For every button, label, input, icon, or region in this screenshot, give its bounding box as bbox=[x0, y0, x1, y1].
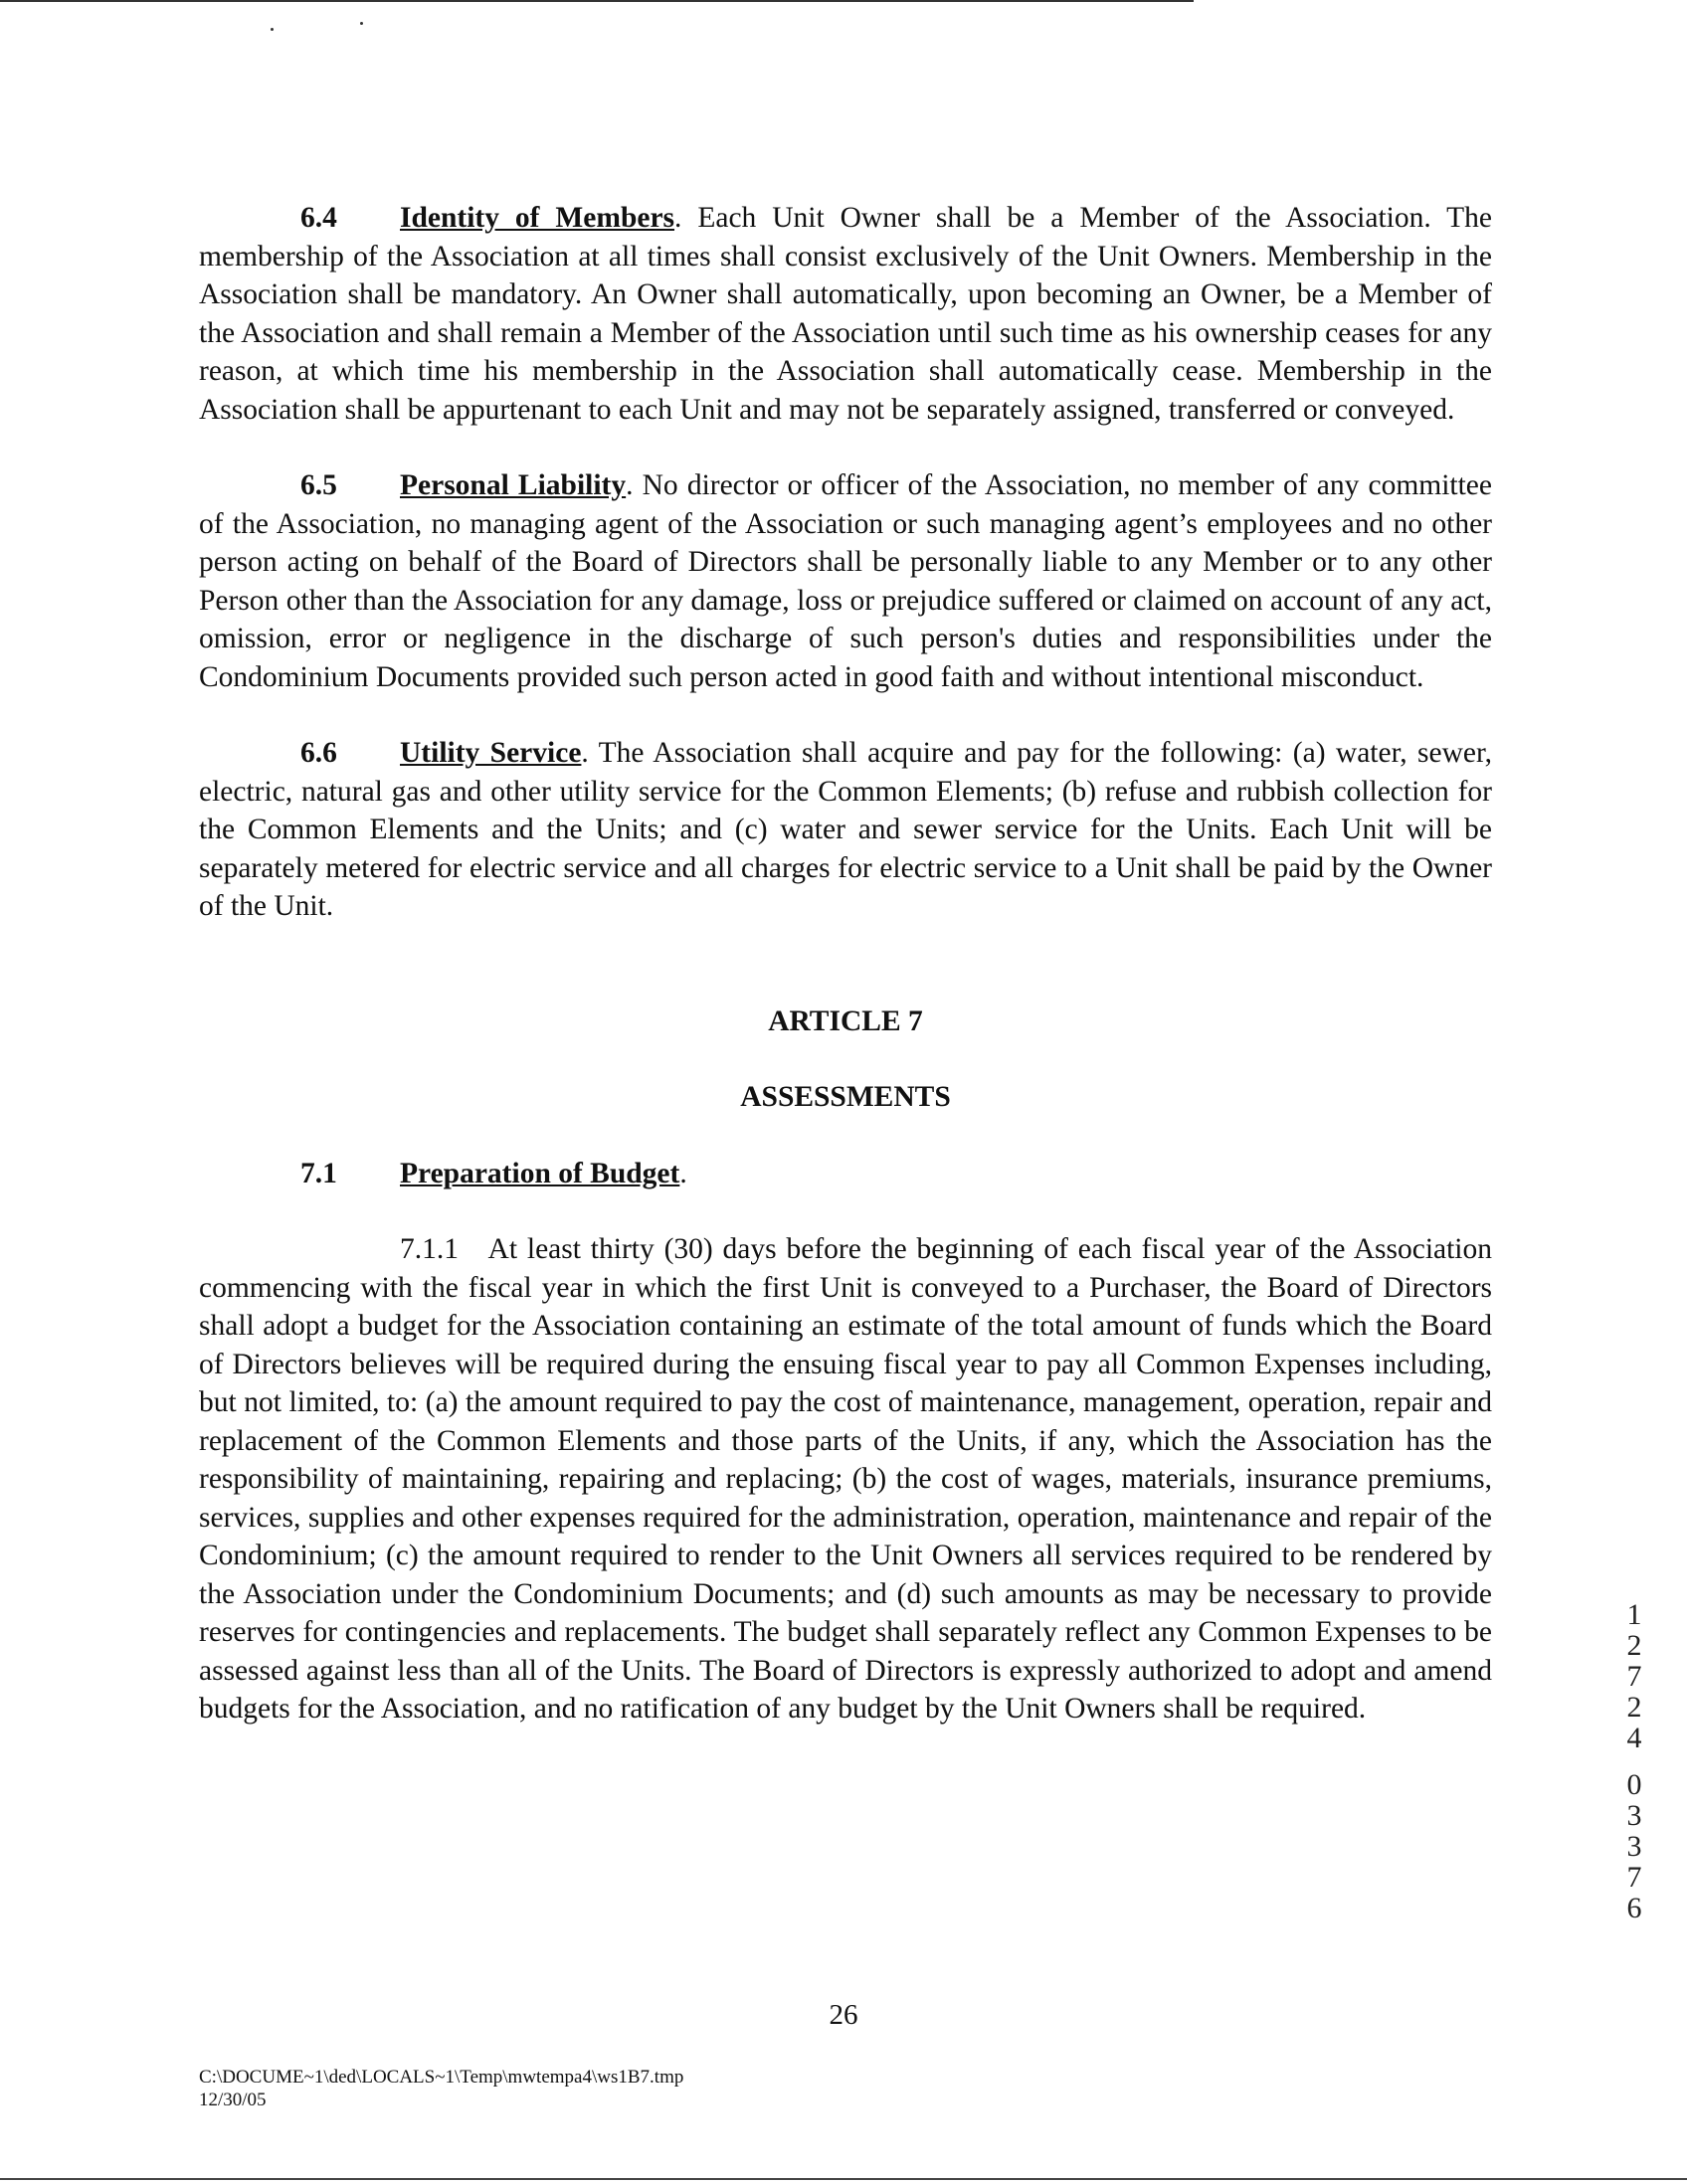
scan-speck bbox=[360, 22, 363, 25]
section-title: Identity of Members bbox=[400, 202, 675, 234]
document-body bbox=[199, 199, 1492, 1729]
section-number: 6.6 bbox=[300, 737, 337, 769]
side-digit: 4 bbox=[1626, 1722, 1642, 1754]
section-6-5 bbox=[199, 466, 1492, 696]
side-digit: 7 bbox=[1626, 1861, 1642, 1894]
section-6-4 bbox=[199, 199, 1492, 429]
side-digit: 3 bbox=[1626, 1799, 1642, 1832]
side-digit: 2 bbox=[1626, 1691, 1642, 1724]
bottom-scan-border bbox=[0, 2178, 1687, 2180]
section-suffix: . bbox=[679, 1157, 687, 1189]
scan-speck bbox=[271, 28, 274, 31]
section-number: 7.1 bbox=[300, 1157, 337, 1189]
subsection-number: 7.1.1 bbox=[400, 1233, 459, 1265]
side-digit: 2 bbox=[1626, 1629, 1642, 1662]
top-scan-border bbox=[0, 0, 1194, 2]
page-number: 26 bbox=[829, 1999, 858, 2031]
side-digit: 0 bbox=[1626, 1768, 1642, 1801]
section-text: . No director or officer of the Association, no member of any committee of the Association, no managing agent of the Association or such managing agent’s employees and no other person acting on behalf of the Board of Directors shall be personally liable to any Member or to any other Person other than the Association for any damage, loss or prejudice suffered or claimed on account of any act, omission, error or negligence in the discharge of such person's duties and responsibilities under the Condominium Documents provided such person acted in good faith and without intentional misconduct. bbox=[199, 469, 1492, 693]
side-digit: 6 bbox=[1626, 1892, 1642, 1924]
section-number: 6.4 bbox=[300, 202, 337, 234]
side-digit: 3 bbox=[1626, 1830, 1642, 1863]
side-digit: 7 bbox=[1626, 1660, 1642, 1693]
section-text: . Each Unit Owner shall be a Member of the Association. The membership of the Association at all times shall consist exclusively of the Unit Owners. Membership in the Association shall be mandatory. An Owner shall automatically, upon becoming an Owner, be a Member of the Association and shall remain a Member of the Association until such time as his ownership ceases for any reason, at which time his membership in the Association shall automatically cease. Membership in the Association shall be appurtenant to each Unit and may not be separately assigned, transferred or conveyed. bbox=[199, 202, 1493, 426]
section-title: Utility Service bbox=[400, 737, 582, 769]
footer bbox=[199, 2066, 683, 2111]
section-number: 6.5 bbox=[300, 469, 337, 501]
article-label: ARTICLE 7 bbox=[768, 1004, 923, 1037]
vertical-document-number bbox=[1619, 1599, 1649, 1923]
footer-date: 12/30/05 bbox=[199, 2090, 267, 2110]
article-title: ASSESSMENTS bbox=[740, 1081, 951, 1113]
section-text: . The Association shall acquire and pay for the following: (a) water, sewer, electric, natural gas and other utility service for the Common Elements; (b) refuse and rubbish collection for the Common Elements and the Units; and (c) water and sewer service for the Units. Each Unit will be separately metered for electric service and all charges for electric service to a Unit shall be paid by the Owner of the Unit. bbox=[199, 737, 1492, 922]
section-title: Personal Liability bbox=[400, 469, 627, 501]
section-7-1 bbox=[199, 1155, 1492, 1193]
section-6-6 bbox=[199, 734, 1492, 926]
side-digit: 1 bbox=[1626, 1598, 1642, 1631]
footer-file-path: C:\DOCUME~1\ded\LOCALS~1\Temp\mwtempa4\ws1B7.tmp bbox=[199, 2067, 684, 2088]
subsection-text: At least thirty (30) days before the beginning of each fiscal year of the Association commencing with the fiscal year in which the first Unit is conveyed to a Purchaser, the Board of Directors shall adopt a budget for the Association containing an estimate of the total amount of funds which the Board of Directors believes will be required during the ensuing fiscal year to pay all Common Expenses including, but not limited, to: (a) the amount required to pay the cost of maintenance, management, operation, repair and replacement of the Common Elements and those parts of the Units, if any, which the Association has the responsibility of maintaining, repairing and replacing; (b) the cost of wages, materials, insurance premiums, services, supplies and other expenses required for the administration, operation, maintenance and repair of the Condominium; (c) the amount required to render to the Unit Owners all services required to be rendered by the Association under the Condominium Documents; and (d) such amounts as may be necessary to provide reserves for contingencies and replacements. The budget shall separately reflect any Common Expenses to be assessed against less than all of the Units. The Board of Directors is expressly authorized to adopt and amend budgets for the Association, and no ratification of any budget by the Unit Owners shall be required. bbox=[199, 1233, 1492, 1725]
subsection-7-1-1 bbox=[199, 1230, 1492, 1729]
section-title: Preparation of Budget bbox=[400, 1157, 680, 1189]
